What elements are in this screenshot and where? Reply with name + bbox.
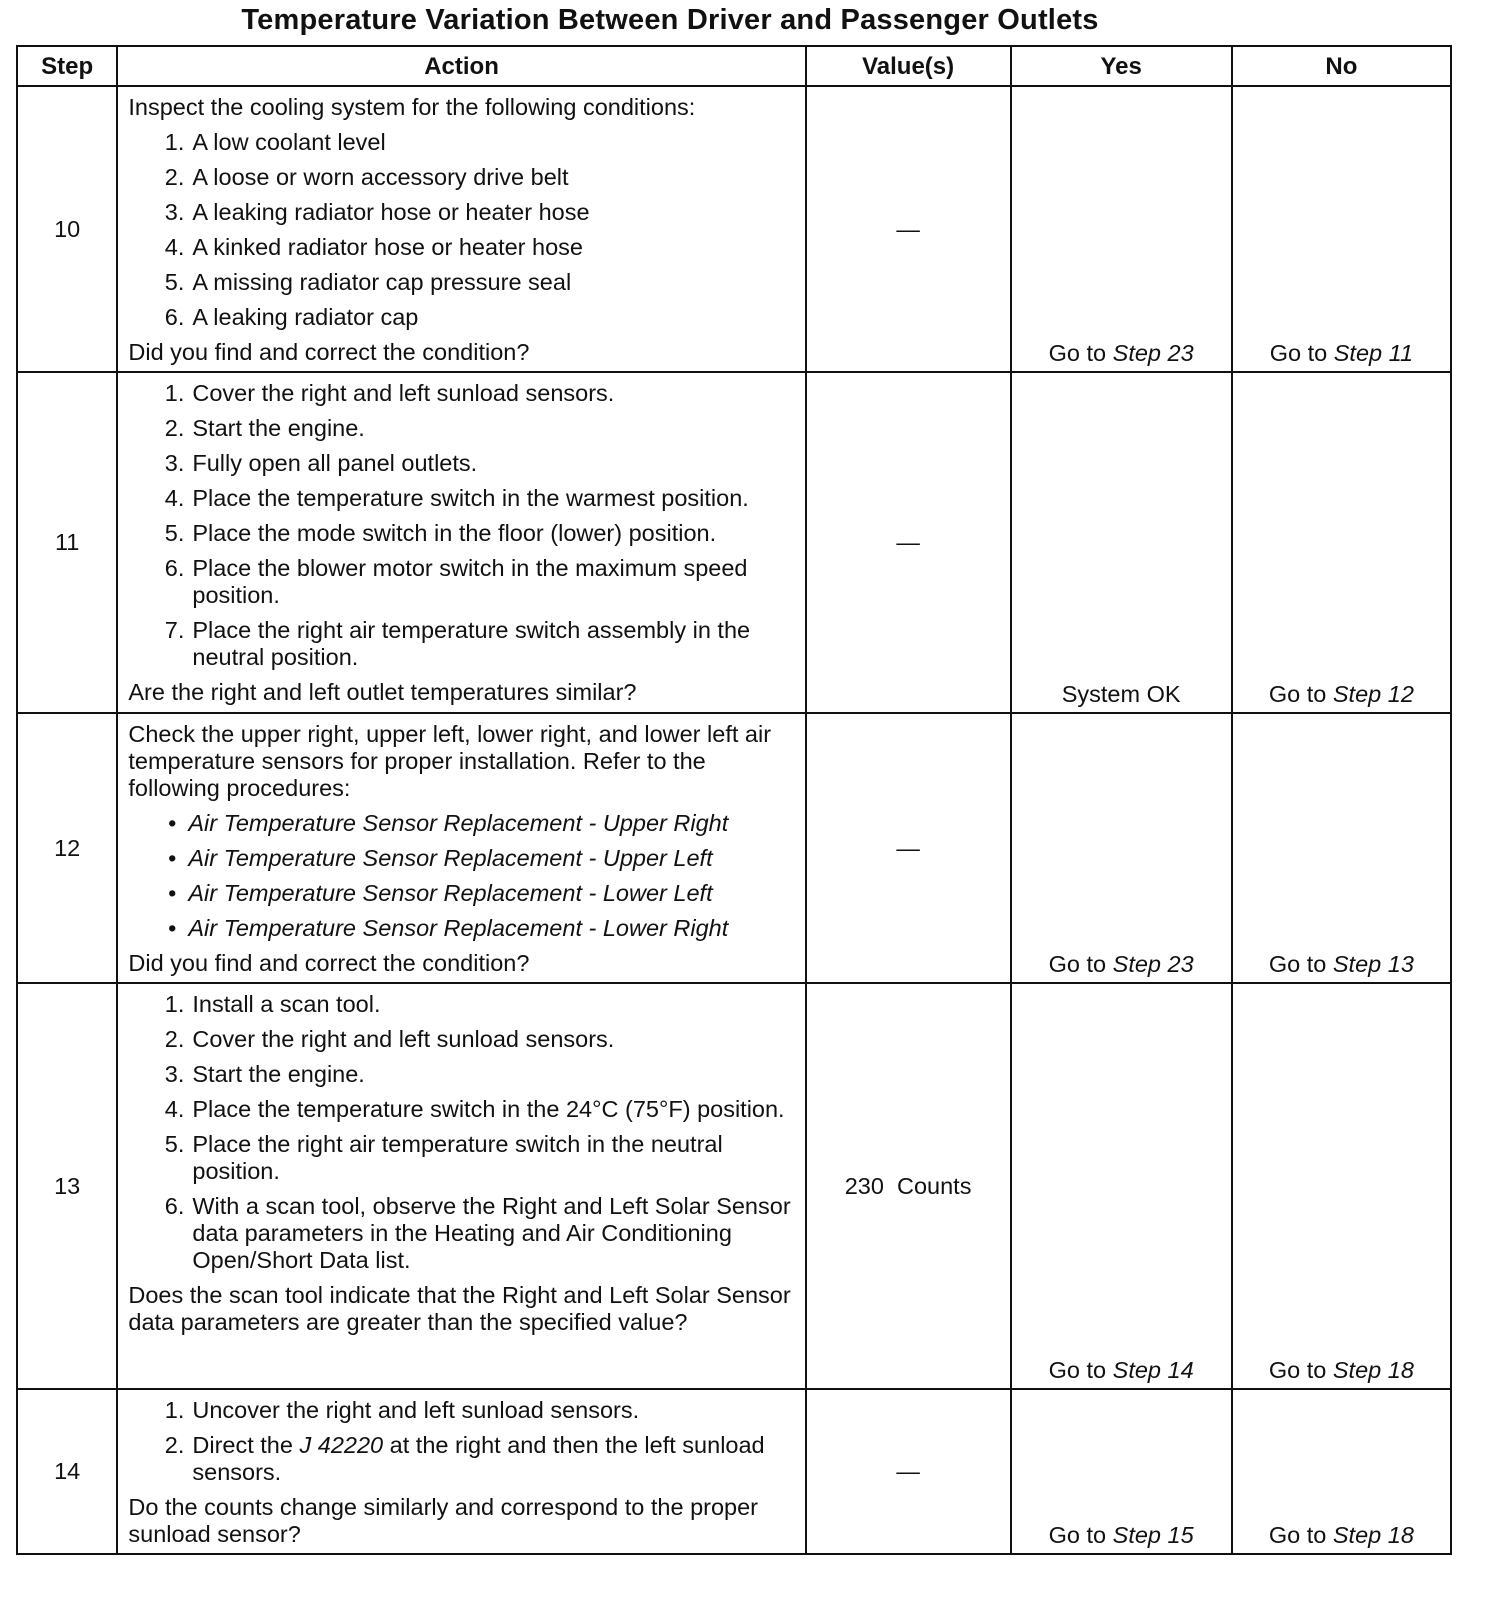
tool-reference: J 42220 [299,1432,384,1458]
step-number: 12 [17,713,117,983]
step-number: 13 [17,983,117,1389]
action-question: Did you find and correct the condition? [128,950,530,976]
list-item: 2. A loose or worn accessory drive belt [164,164,569,190]
list-item: 1. Install a scan tool. [164,991,381,1017]
action-question: Did you find and correct the condition? [128,339,530,365]
step-number: 11 [17,372,117,713]
no-cell: Go to Step 11 [1232,86,1451,372]
list-item: 2. Start the engine. [164,415,365,441]
value-cell: 230 Counts [806,983,1011,1389]
list-item: • Air Temperature Sensor Replacement - Upper Left [168,845,713,871]
list-item: 5. Place the mode switch in the floor (lower) position. [164,520,717,546]
action-intro: Check the upper right, upper left, lower right, and lower left air temperature sensors for proper installation. Refer to the following procedures: [128,721,772,801]
table-row [17,983,1451,1389]
header-step: Step [17,46,117,86]
list-item: 2. Cover the right and left sunload sensors. [164,1026,615,1052]
value-cell: — [806,713,1011,983]
list-item: 4. A kinked radiator hose or heater hose [164,234,583,260]
list-item: 1. Cover the right and left sunload sensors. [164,380,615,406]
yes-cell: Go to Step 15 [1011,1389,1232,1554]
value-cell: — [806,1389,1011,1554]
action-intro: Inspect the cooling system for the following conditions: [128,94,696,120]
list-item: 6. Place the blower motor switch in the maximum speed position. [164,555,748,608]
document-title: Temperature Variation Between Driver and Passenger Outlets [241,4,1099,36]
no-cell: Go to Step 18 [1232,1389,1451,1554]
table-row [17,713,1451,983]
step-number: 14 [17,1389,117,1554]
header-yes: Yes [1011,46,1232,86]
list-item: 5. A missing radiator cap pressure seal [164,269,572,295]
list-item: 7. Place the right air temperature switch assembly in the neutral position. [164,617,751,670]
action-cell [117,1389,805,1554]
list-item: 4. Place the temperature switch in the warmest position. [164,485,749,511]
value-cell: — [806,86,1011,372]
list-item: • Air Temperature Sensor Replacement - Upper Right [168,810,729,836]
yes-cell: System OK [1011,372,1232,713]
action-cell [117,713,805,983]
action-question: Do the counts change similarly and correspond to the proper sunload sensor? [128,1494,759,1547]
header-action: Action [117,46,805,86]
action-question: Are the right and left outlet temperatures similar? [128,679,637,705]
table-row [17,1389,1451,1554]
list-item: 6. A leaking radiator cap [164,304,419,330]
yes-cell: Go to Step 14 [1011,983,1232,1389]
table-row [17,86,1451,372]
list-item: 3. A leaking radiator hose or heater hose [164,199,590,225]
list-item: 2. Direct the J 42220 at the right and then the left sunload sensors. [164,1432,765,1485]
no-cell: Go to Step 18 [1232,983,1451,1389]
no-cell: Go to Step 13 [1232,713,1451,983]
list-item: 1. A low coolant level [164,129,386,155]
list-item: • Air Temperature Sensor Replacement - Lower Left [168,880,713,906]
yes-cell: Go to Step 23 [1011,86,1232,372]
action-cell [117,86,805,372]
list-item: 3. Fully open all panel outlets. [164,450,478,476]
value-cell: — [806,372,1011,713]
header-value: Value(s) [806,46,1011,86]
list-item: 4. Place the temperature switch in the 24°C (75°F) position. [164,1096,785,1122]
list-item: 3. Start the engine. [164,1061,365,1087]
step-number: 10 [17,86,117,372]
list-item: 1. Uncover the right and left sunload sensors. [164,1397,640,1423]
list-item: 6. With a scan tool, observe the Right and Left Solar Sensor data parameters in the Heating and Air Conditioning Open/Short Data list. [164,1193,791,1273]
table-row [17,372,1451,713]
header-row [17,46,1451,86]
list-item: • Air Temperature Sensor Replacement - Lower Right [168,915,729,941]
action-cell [117,983,805,1389]
diagnostic-table [16,45,1452,1555]
list-item: 5. Place the right air temperature switch in the neutral position. [164,1131,723,1184]
action-cell [117,372,805,713]
header-no: No [1232,46,1451,86]
no-cell: Go to Step 12 [1232,372,1451,713]
action-question: Does the scan tool indicate that the Right and Left Solar Sensor data parameters are greater than the specified value? [128,1282,791,1335]
yes-cell: Go to Step 23 [1011,713,1232,983]
